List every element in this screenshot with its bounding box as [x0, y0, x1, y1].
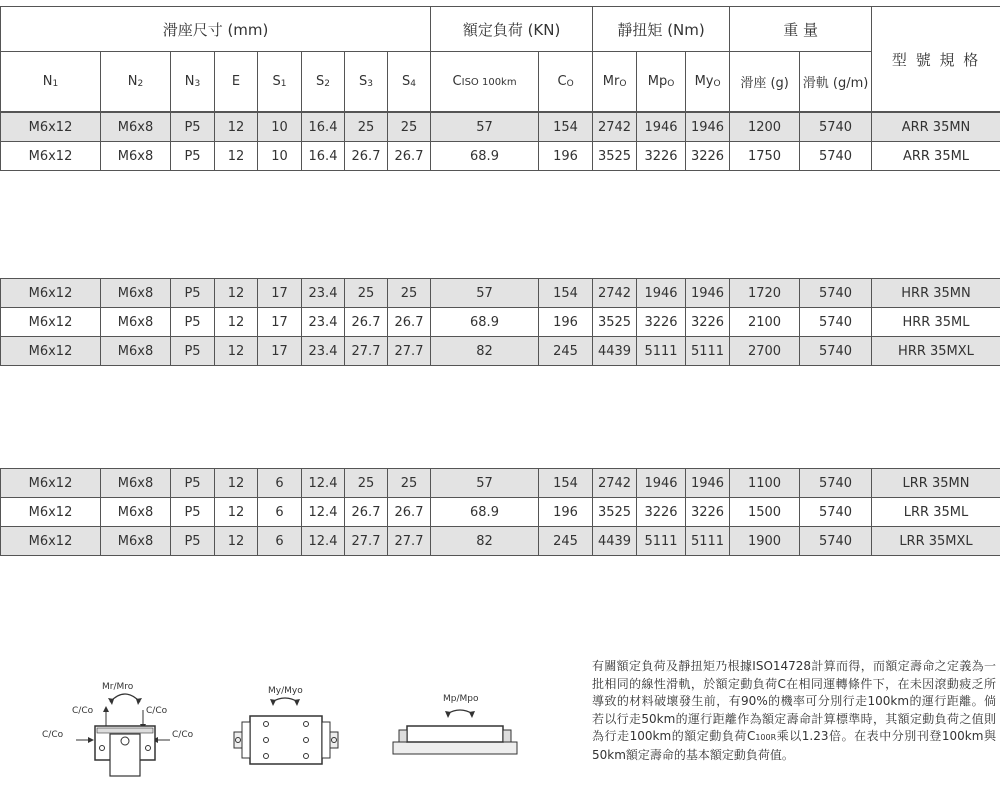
- cell-e: 12: [215, 498, 258, 527]
- cell-n1: M6x12: [1, 113, 101, 142]
- cell-c0: 196: [539, 308, 593, 337]
- col-e: E: [215, 52, 258, 112]
- cell-my: 3226: [686, 308, 730, 337]
- cell-model: LRR 35MN: [872, 469, 1000, 498]
- cell-e: 12: [215, 113, 258, 142]
- cell-s3: 27.7: [345, 527, 388, 556]
- cell-n1: M6x12: [1, 142, 101, 171]
- cell-mr: 2742: [593, 113, 637, 142]
- cell-s4: 26.7: [388, 498, 431, 527]
- cell-my: 1946: [686, 279, 730, 308]
- cell-n3: P5: [171, 142, 215, 171]
- cell-n1: M6x12: [1, 308, 101, 337]
- cell-s1: 6: [258, 498, 302, 527]
- cell-n2: M6x8: [101, 498, 171, 527]
- cell-mr: 2742: [593, 279, 637, 308]
- cell-s4: 25: [388, 113, 431, 142]
- cell-e: 12: [215, 527, 258, 556]
- cell-ws: 1100: [730, 469, 800, 498]
- cell-ws: 2700: [730, 337, 800, 366]
- cell-n1: M6x12: [1, 279, 101, 308]
- cell-mr: 2742: [593, 469, 637, 498]
- cell-wr: 5740: [800, 279, 872, 308]
- cell-mp: 3226: [637, 498, 686, 527]
- cell-s4: 27.7: [388, 527, 431, 556]
- cell-mr: 3525: [593, 308, 637, 337]
- table-row: [1, 469, 1000, 498]
- cell-c: 82: [431, 337, 539, 366]
- cell-s3: 26.7: [345, 498, 388, 527]
- cell-ws: 1200: [730, 113, 800, 142]
- label-cc0-top-left: C/Co: [72, 706, 94, 716]
- table-row: [1, 527, 1000, 556]
- col-weight-rail: 滑軌 (g/m): [800, 52, 872, 112]
- cell-wr: 5740: [800, 142, 872, 171]
- label-my: My/Myo: [268, 686, 303, 696]
- col-mp: $Mp_O$: [637, 52, 686, 112]
- cell-model: ARR 35ML: [872, 142, 1000, 171]
- col-c0: $C_O$: [539, 52, 593, 112]
- col-n1: $N_1$: [1, 52, 101, 112]
- cell-c0: 245: [539, 527, 593, 556]
- cell-n1: M6x12: [1, 469, 101, 498]
- spec-table-arr: [0, 112, 1000, 171]
- cell-e: 12: [215, 308, 258, 337]
- cell-c: 68.9: [431, 498, 539, 527]
- cell-s4: 26.7: [388, 308, 431, 337]
- cell-s2: 23.4: [302, 279, 345, 308]
- cell-s3: 27.7: [345, 337, 388, 366]
- cell-model: HRR 35ML: [872, 308, 1000, 337]
- cell-n2: M6x8: [101, 469, 171, 498]
- cell-s1: 6: [258, 527, 302, 556]
- header-model: 型 號 規 格: [872, 7, 1000, 112]
- label-mr: Mr/Mro: [102, 682, 134, 692]
- cell-s1: 10: [258, 113, 302, 142]
- cell-ws: 1500: [730, 498, 800, 527]
- cell-ws: 1900: [730, 527, 800, 556]
- cell-s4: 25: [388, 279, 431, 308]
- cell-wr: 5740: [800, 498, 872, 527]
- cell-n2: M6x8: [101, 337, 171, 366]
- cell-model: LRR 35MXL: [872, 527, 1000, 556]
- cell-s3: 25: [345, 469, 388, 498]
- cell-n1: M6x12: [1, 337, 101, 366]
- cell-s1: 17: [258, 337, 302, 366]
- cell-mp: 3226: [637, 308, 686, 337]
- cell-model: HRR 35MXL: [872, 337, 1000, 366]
- cell-ws: 1750: [730, 142, 800, 171]
- load-diagrams: [0, 660, 580, 790]
- cell-s3: 26.7: [345, 142, 388, 171]
- cell-n3: P5: [171, 527, 215, 556]
- cell-s1: 17: [258, 308, 302, 337]
- cell-n3: P5: [171, 337, 215, 366]
- spec-table-lrr: [0, 468, 1000, 556]
- cell-n2: M6x8: [101, 113, 171, 142]
- label-cc0-right: C/Co: [172, 730, 194, 740]
- load-rating-note: 有關額定負荷及靜扭矩乃根據ISO14728計算而得，而額定壽命之定義為一批相同的線性滑軌，於額定動負荷C在相同運轉條件下，在未因滾動疲乏所導致的材料破壞發生前，有90%的機率可分別行走100km的運行距離。倘若以行走50km的運行距離作為額定壽命計算標準時，其額定動負荷之值則為行走100km的額定動負荷C100R乘以1.23倍。在表中分別刊登100km與50km額定壽命的基本額定動負荷值。: [592, 659, 996, 762]
- col-n3: $N_3$: [171, 52, 215, 112]
- cell-my: 5111: [686, 527, 730, 556]
- cell-my: 1946: [686, 113, 730, 142]
- col-c: CISO 100km: [431, 52, 539, 112]
- col-s1: $S_1$: [258, 52, 302, 112]
- cell-c0: 154: [539, 279, 593, 308]
- cell-e: 12: [215, 337, 258, 366]
- header-load: 額定負荷 (KN): [431, 7, 593, 52]
- cell-n3: P5: [171, 469, 215, 498]
- cell-s2: 23.4: [302, 308, 345, 337]
- cell-n2: M6x8: [101, 279, 171, 308]
- cell-s4: 25: [388, 469, 431, 498]
- cell-s2: 12.4: [302, 469, 345, 498]
- cell-wr: 5740: [800, 527, 872, 556]
- cell-mp: 1946: [637, 113, 686, 142]
- cell-mr: 4439: [593, 337, 637, 366]
- cell-wr: 5740: [800, 113, 872, 142]
- cell-wr: 5740: [800, 308, 872, 337]
- label-mp: Mp/Mpo: [443, 694, 479, 704]
- cell-s2: 12.4: [302, 527, 345, 556]
- cell-wr: 5740: [800, 337, 872, 366]
- cell-mp: 5111: [637, 527, 686, 556]
- cell-mp: 1946: [637, 279, 686, 308]
- cell-mr: 3525: [593, 142, 637, 171]
- table-row: [1, 498, 1000, 527]
- cell-n2: M6x8: [101, 142, 171, 171]
- cell-s3: 26.7: [345, 308, 388, 337]
- cell-c: 68.9: [431, 308, 539, 337]
- cell-s2: 12.4: [302, 498, 345, 527]
- cell-s2: 16.4: [302, 113, 345, 142]
- cell-c0: 196: [539, 498, 593, 527]
- col-mr: $Mr_O$: [593, 52, 637, 112]
- cell-model: LRR 35ML: [872, 498, 1000, 527]
- cell-c: 57: [431, 279, 539, 308]
- cell-ws: 1720: [730, 279, 800, 308]
- cell-mr: 3525: [593, 498, 637, 527]
- spec-table-hrr: [0, 278, 1000, 366]
- cell-n3: P5: [171, 498, 215, 527]
- cell-n3: P5: [171, 113, 215, 142]
- cell-c0: 196: [539, 142, 593, 171]
- cell-s2: 23.4: [302, 337, 345, 366]
- table-row: [1, 308, 1000, 337]
- cell-s1: 17: [258, 279, 302, 308]
- cell-n1: M6x12: [1, 527, 101, 556]
- col-s4: $S_4$: [388, 52, 431, 112]
- header-table: [0, 6, 1000, 112]
- cell-n1: M6x12: [1, 498, 101, 527]
- table-row: [1, 279, 1000, 308]
- cell-wr: 5740: [800, 469, 872, 498]
- cell-n3: P5: [171, 308, 215, 337]
- cell-my: 1946: [686, 469, 730, 498]
- cell-my: 3226: [686, 142, 730, 171]
- cell-e: 12: [215, 279, 258, 308]
- cell-mp: 3226: [637, 142, 686, 171]
- cell-mr: 4439: [593, 527, 637, 556]
- col-n2: $N_2$: [101, 52, 171, 112]
- header-torque: 靜扭矩 (Nm): [593, 7, 730, 52]
- col-my: $My_O$: [686, 52, 730, 112]
- cell-s3: 25: [345, 113, 388, 142]
- top-view-diagram: [220, 680, 350, 790]
- cell-s1: 6: [258, 469, 302, 498]
- col-s3: $S_3$: [345, 52, 388, 112]
- col-weight-slider: 滑座 (g): [730, 52, 800, 112]
- cell-s4: 27.7: [388, 337, 431, 366]
- cell-s4: 26.7: [388, 142, 431, 171]
- cell-n3: P5: [171, 279, 215, 308]
- header-dims: 滑座尺寸 (mm): [1, 7, 431, 52]
- cell-my: 3226: [686, 498, 730, 527]
- cell-c: 57: [431, 469, 539, 498]
- cell-ws: 2100: [730, 308, 800, 337]
- label-cc0-left: C/Co: [42, 730, 64, 740]
- cell-s3: 25: [345, 279, 388, 308]
- cell-c0: 154: [539, 469, 593, 498]
- cell-model: HRR 35MN: [872, 279, 1000, 308]
- cell-mp: 5111: [637, 337, 686, 366]
- table-row: [1, 142, 1000, 171]
- cell-n2: M6x8: [101, 308, 171, 337]
- cell-c: 82: [431, 527, 539, 556]
- table-row: [1, 113, 1000, 142]
- cell-my: 5111: [686, 337, 730, 366]
- header-weight: 重 量: [730, 7, 872, 52]
- label-cc0-top-right: C/Co: [146, 706, 168, 716]
- cell-s2: 16.4: [302, 142, 345, 171]
- cell-c: 68.9: [431, 142, 539, 171]
- cell-c: 57: [431, 113, 539, 142]
- cell-c0: 245: [539, 337, 593, 366]
- cell-s1: 10: [258, 142, 302, 171]
- cell-c0: 154: [539, 113, 593, 142]
- col-s2: $S_2$: [302, 52, 345, 112]
- cell-mp: 1946: [637, 469, 686, 498]
- cell-e: 12: [215, 142, 258, 171]
- table-row: [1, 337, 1000, 366]
- cell-n2: M6x8: [101, 527, 171, 556]
- cell-e: 12: [215, 469, 258, 498]
- cell-model: ARR 35MN: [872, 113, 1000, 142]
